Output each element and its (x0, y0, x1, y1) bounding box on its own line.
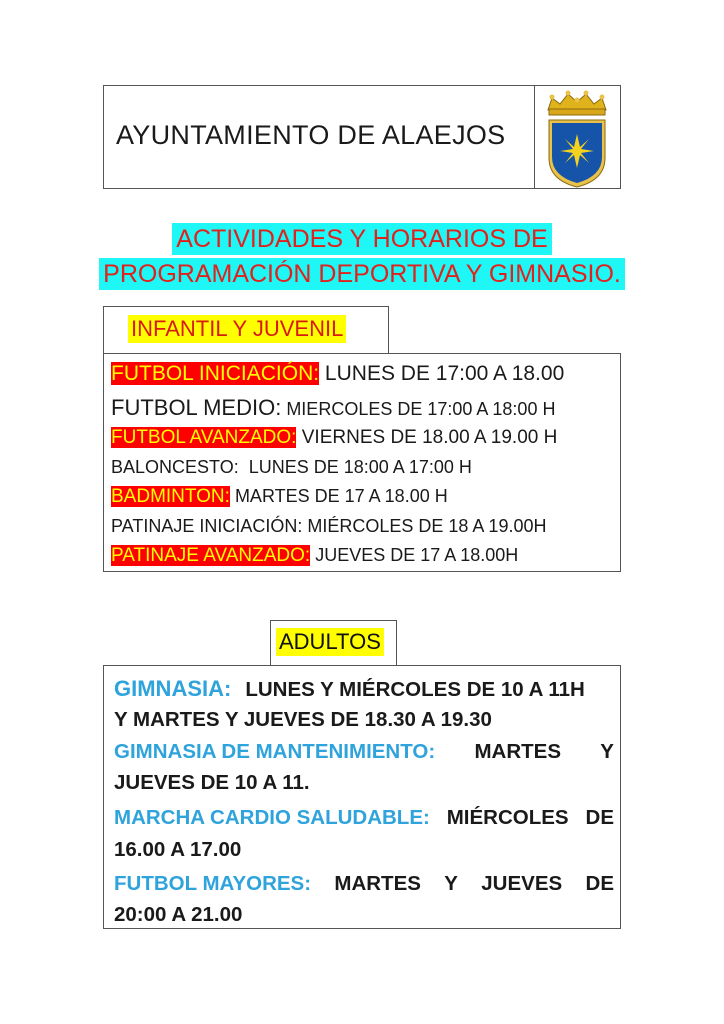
adult-row-marcha (114, 806, 614, 830)
main-heading-text-2: PROGRAMACIÓN DEPORTIVA Y GIMNASIO. (99, 258, 625, 290)
activity-time-word: Y (600, 740, 614, 763)
activity-time-word: DE (585, 806, 614, 829)
activity-time: JUEVES DE 17 A 18.00H (310, 545, 519, 565)
schedule-row-patinaje-iniciacion (111, 516, 546, 537)
activity-label: PATINAJE INICIACIÓN: (111, 516, 303, 536)
main-heading-text-1: ACTIVIDADES Y HORARIOS DE (172, 223, 551, 255)
adult-row-marcha-cont (114, 838, 614, 862)
activity-label: GIMNASIA DE MANTENIMIENTO: (114, 740, 436, 763)
schedule-row-futbol-iniciacion (111, 362, 564, 386)
schedule-row-badminton (111, 486, 448, 508)
activity-label: BALONCESTO: (111, 457, 239, 477)
activity-label: FUTBOL MAYORES: (114, 872, 312, 895)
activity-time-word: JUEVES (481, 872, 563, 895)
activity-time-word: MARTES (334, 872, 421, 895)
activity-label: FUTBOL MEDIO: (111, 395, 282, 420)
activity-time-word: MARTES (474, 740, 562, 763)
activity-time-word: MIÉRCOLES (446, 806, 569, 829)
header-divider (534, 86, 535, 188)
activity-time: LUNES Y MIÉRCOLES DE 10 A 11H (245, 678, 585, 701)
activity-time-word: Y (444, 872, 458, 895)
coat-of-arms-icon (542, 88, 612, 188)
adult-row-mantenimiento-cont (114, 771, 614, 795)
activity-time: VIERNES DE 18.00 A 19.00 H (296, 427, 558, 448)
activity-time: LUNES DE 18:00 A 17:00 H (238, 457, 472, 477)
schedule-row-futbol-medio (111, 395, 555, 421)
adult-row-mantenimiento (114, 740, 614, 764)
header-title: AYUNTAMIENTO DE ALAEJOS (116, 120, 506, 150)
adult-row-futbol-mayores-cont (114, 903, 614, 927)
activity-time: MARTES DE 17 A 18.00 H (229, 486, 448, 506)
infantil-tab-label: INFANTIL Y JUVENIL (128, 315, 346, 343)
activity-time-word: DE (585, 872, 614, 895)
header-box (103, 85, 621, 189)
schedule-row-baloncesto (111, 457, 472, 478)
infantil-tab (103, 306, 389, 354)
adultos-schedule-box (103, 665, 621, 929)
activity-time: 16.00 A 17.00 (114, 838, 242, 861)
activity-label: PATINAJE AVANZADO: (111, 545, 311, 566)
activity-time: MIÉRCOLES DE 18 A 19.00H (302, 516, 547, 536)
adultos-tab-label: ADULTOS (276, 628, 384, 656)
activity-label: GIMNASIA: (114, 676, 232, 701)
activity-separator: : (313, 362, 320, 385)
activity-time: LUNES DE 17:00 A 18.00 (319, 362, 565, 385)
adult-row-gimnasia-cont (114, 708, 614, 732)
activity-label: FUTBOL INICIACIÓN (111, 362, 314, 385)
activity-label: MARCHA CARDIO SALUDABLE: (114, 806, 430, 829)
activity-time: MIERCOLES DE 17:00 A 18:00 H (281, 399, 556, 419)
activity-time: 20:00 A 21.00 (114, 903, 243, 926)
activity-time: JUEVES DE 10 A 11. (114, 771, 310, 794)
adult-row-futbol-mayores (114, 872, 614, 896)
activity-time: Y MARTES Y JUEVES DE 18.30 A 19.30 (114, 708, 492, 731)
main-heading-line-1 (0, 225, 724, 254)
adultos-tab (270, 620, 397, 666)
activity-label: BADMINTON: (111, 486, 230, 507)
activity-label: FUTBOL AVANZADO: (111, 427, 297, 448)
adult-row-gimnasia (114, 676, 614, 702)
main-heading-line-2 (0, 260, 724, 289)
schedule-row-patinaje-avanzado (111, 545, 518, 567)
schedule-row-futbol-avanzado (111, 427, 557, 449)
infantil-schedule-box (103, 353, 621, 572)
